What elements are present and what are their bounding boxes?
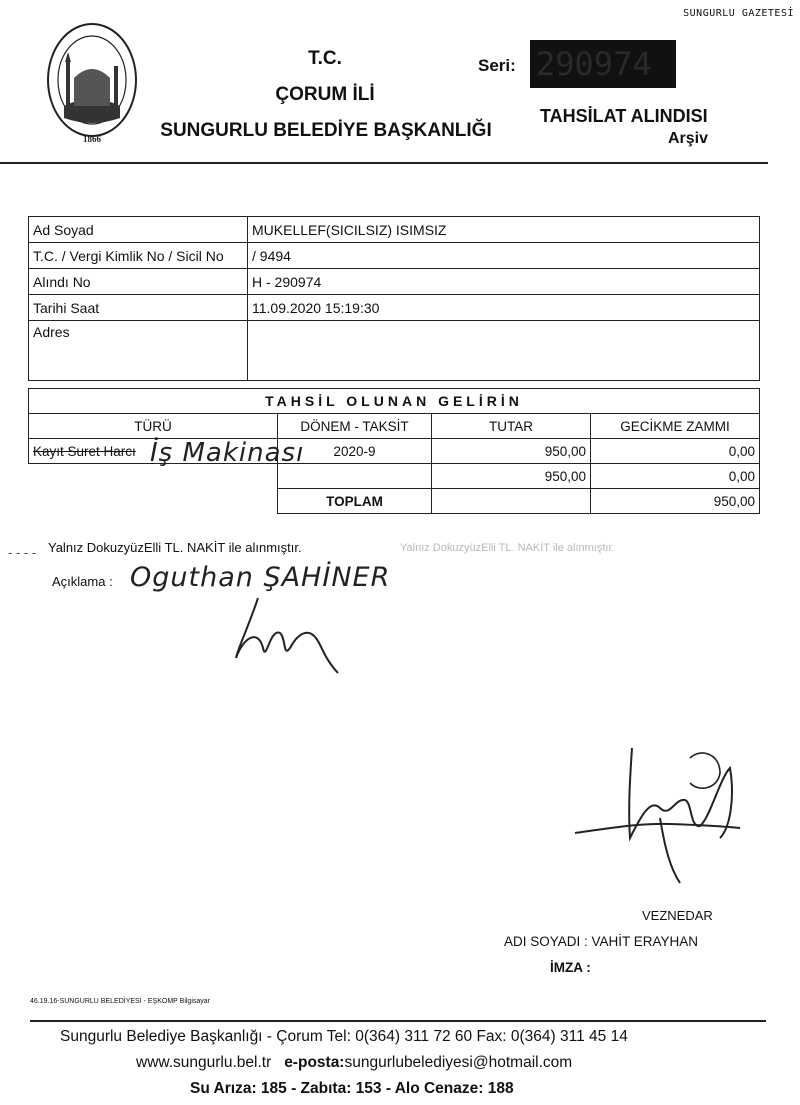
subtotal-row xyxy=(29,464,760,489)
payer-signature xyxy=(228,588,358,678)
footer-hotlines: Su Arıza: 185 - Zabıta: 153 - Alo Cenaze: 188 xyxy=(190,1080,514,1097)
imza-label: İMZA : xyxy=(550,960,591,975)
info-value: MUKELLEF(SICILSIZ) ISIMSIZ xyxy=(248,217,760,243)
info-value: / 9494 xyxy=(248,243,760,269)
total-label: TOPLAM xyxy=(278,489,432,514)
info-row xyxy=(29,269,760,295)
municipality-seal-logo xyxy=(44,22,140,146)
header-province: ÇORUM İLİ xyxy=(275,84,375,105)
amount-in-words: Yalnız DokuzyüzElli TL. NAKİT ile alınmıştır. xyxy=(48,540,302,555)
watermark-text: SUNGURLU GAZETESİ xyxy=(683,8,794,19)
info-label: Ad Soyad xyxy=(29,217,248,243)
payer-info-table xyxy=(28,216,760,381)
row-donem: 2020-9 xyxy=(278,439,432,464)
info-row xyxy=(29,217,760,243)
revenue-table xyxy=(28,388,760,514)
print-reference: 46.19.16-SUNGURLU BELEDİYESİ - EŞKOMP Bilgisayar xyxy=(30,998,210,1005)
col-header-donem: DÖNEM - TAKSİT xyxy=(278,414,432,439)
subtotal-gecikme: 0,00 xyxy=(591,464,760,489)
cashier-name: ADI SOYADI : VAHİT ERAYHAN xyxy=(504,934,699,949)
info-label: Adres xyxy=(29,321,248,381)
seri-label: Seri: xyxy=(478,56,516,75)
revenue-header-row xyxy=(29,414,760,439)
footer-web-email xyxy=(136,1054,572,1072)
row-gecikme: 0,00 xyxy=(591,439,760,464)
info-row xyxy=(29,243,760,269)
website-link: www.sungurlu.bel.tr xyxy=(136,1054,272,1071)
info-label: T.C. / Vergi Kimlik No / Sicil No xyxy=(29,243,248,269)
info-value xyxy=(248,321,760,381)
col-header-tutar: TUTAR xyxy=(432,414,591,439)
row-tutar: 950,00 xyxy=(432,439,591,464)
info-label: Tarihi Saat xyxy=(29,295,248,321)
info-value: 11.09.2020 15:19:30 xyxy=(248,295,760,321)
total-row xyxy=(29,489,760,514)
handwritten-aciklama: Oguthan ŞAHİNER xyxy=(130,562,391,593)
info-value: H - 290974 xyxy=(248,269,760,295)
email-label: e-posta: xyxy=(284,1054,345,1071)
revenue-title: TAHSİL OLUNAN GELİRİN xyxy=(29,389,760,414)
header-divider xyxy=(0,162,768,164)
row-turu: Kayıt Suret Harcı xyxy=(29,439,278,464)
col-header-gecikme: GECİKME ZAMMI xyxy=(591,414,760,439)
subtotal-tutar: 950,00 xyxy=(432,464,591,489)
info-row xyxy=(29,295,760,321)
info-row xyxy=(29,321,760,381)
info-label: Alındı No xyxy=(29,269,248,295)
footer-contact: Sungurlu Belediye Başkanlığı - Çorum Tel: 0(364) 311 72 60 Fax: 0(364) 311 45 14 xyxy=(60,1028,628,1045)
dashed-mark: - - - - xyxy=(8,545,37,560)
footer-divider xyxy=(30,1020,766,1022)
cashier-signature xyxy=(570,738,750,888)
veznedar-label: VEZNEDAR xyxy=(642,908,713,923)
handwritten-turu: İş Makinası xyxy=(150,438,305,468)
document-title: TAHSİLAT ALINDISI xyxy=(540,106,708,126)
header-tc: T.C. xyxy=(308,48,342,69)
svg-text:1866: 1866 xyxy=(83,134,101,144)
aciklama-label: Açıklama : xyxy=(52,574,113,589)
document-copy-type: Arşiv xyxy=(668,130,709,147)
table-row xyxy=(29,439,760,464)
total-value: 950,00 xyxy=(591,489,760,514)
seri-number-redacted: 290974 xyxy=(530,40,676,88)
col-header-turu: TÜRÜ xyxy=(29,414,278,439)
email-address: sungurlubelediyesi@hotmail.com xyxy=(344,1054,573,1071)
header-municipality: SUNGURLU BELEDİYE BAŞKANLIĞI xyxy=(160,120,492,141)
amount-in-words-ghost: Yalnız DokuzyüzElli TL. NAKİT ile alınmıştır. xyxy=(400,542,615,554)
